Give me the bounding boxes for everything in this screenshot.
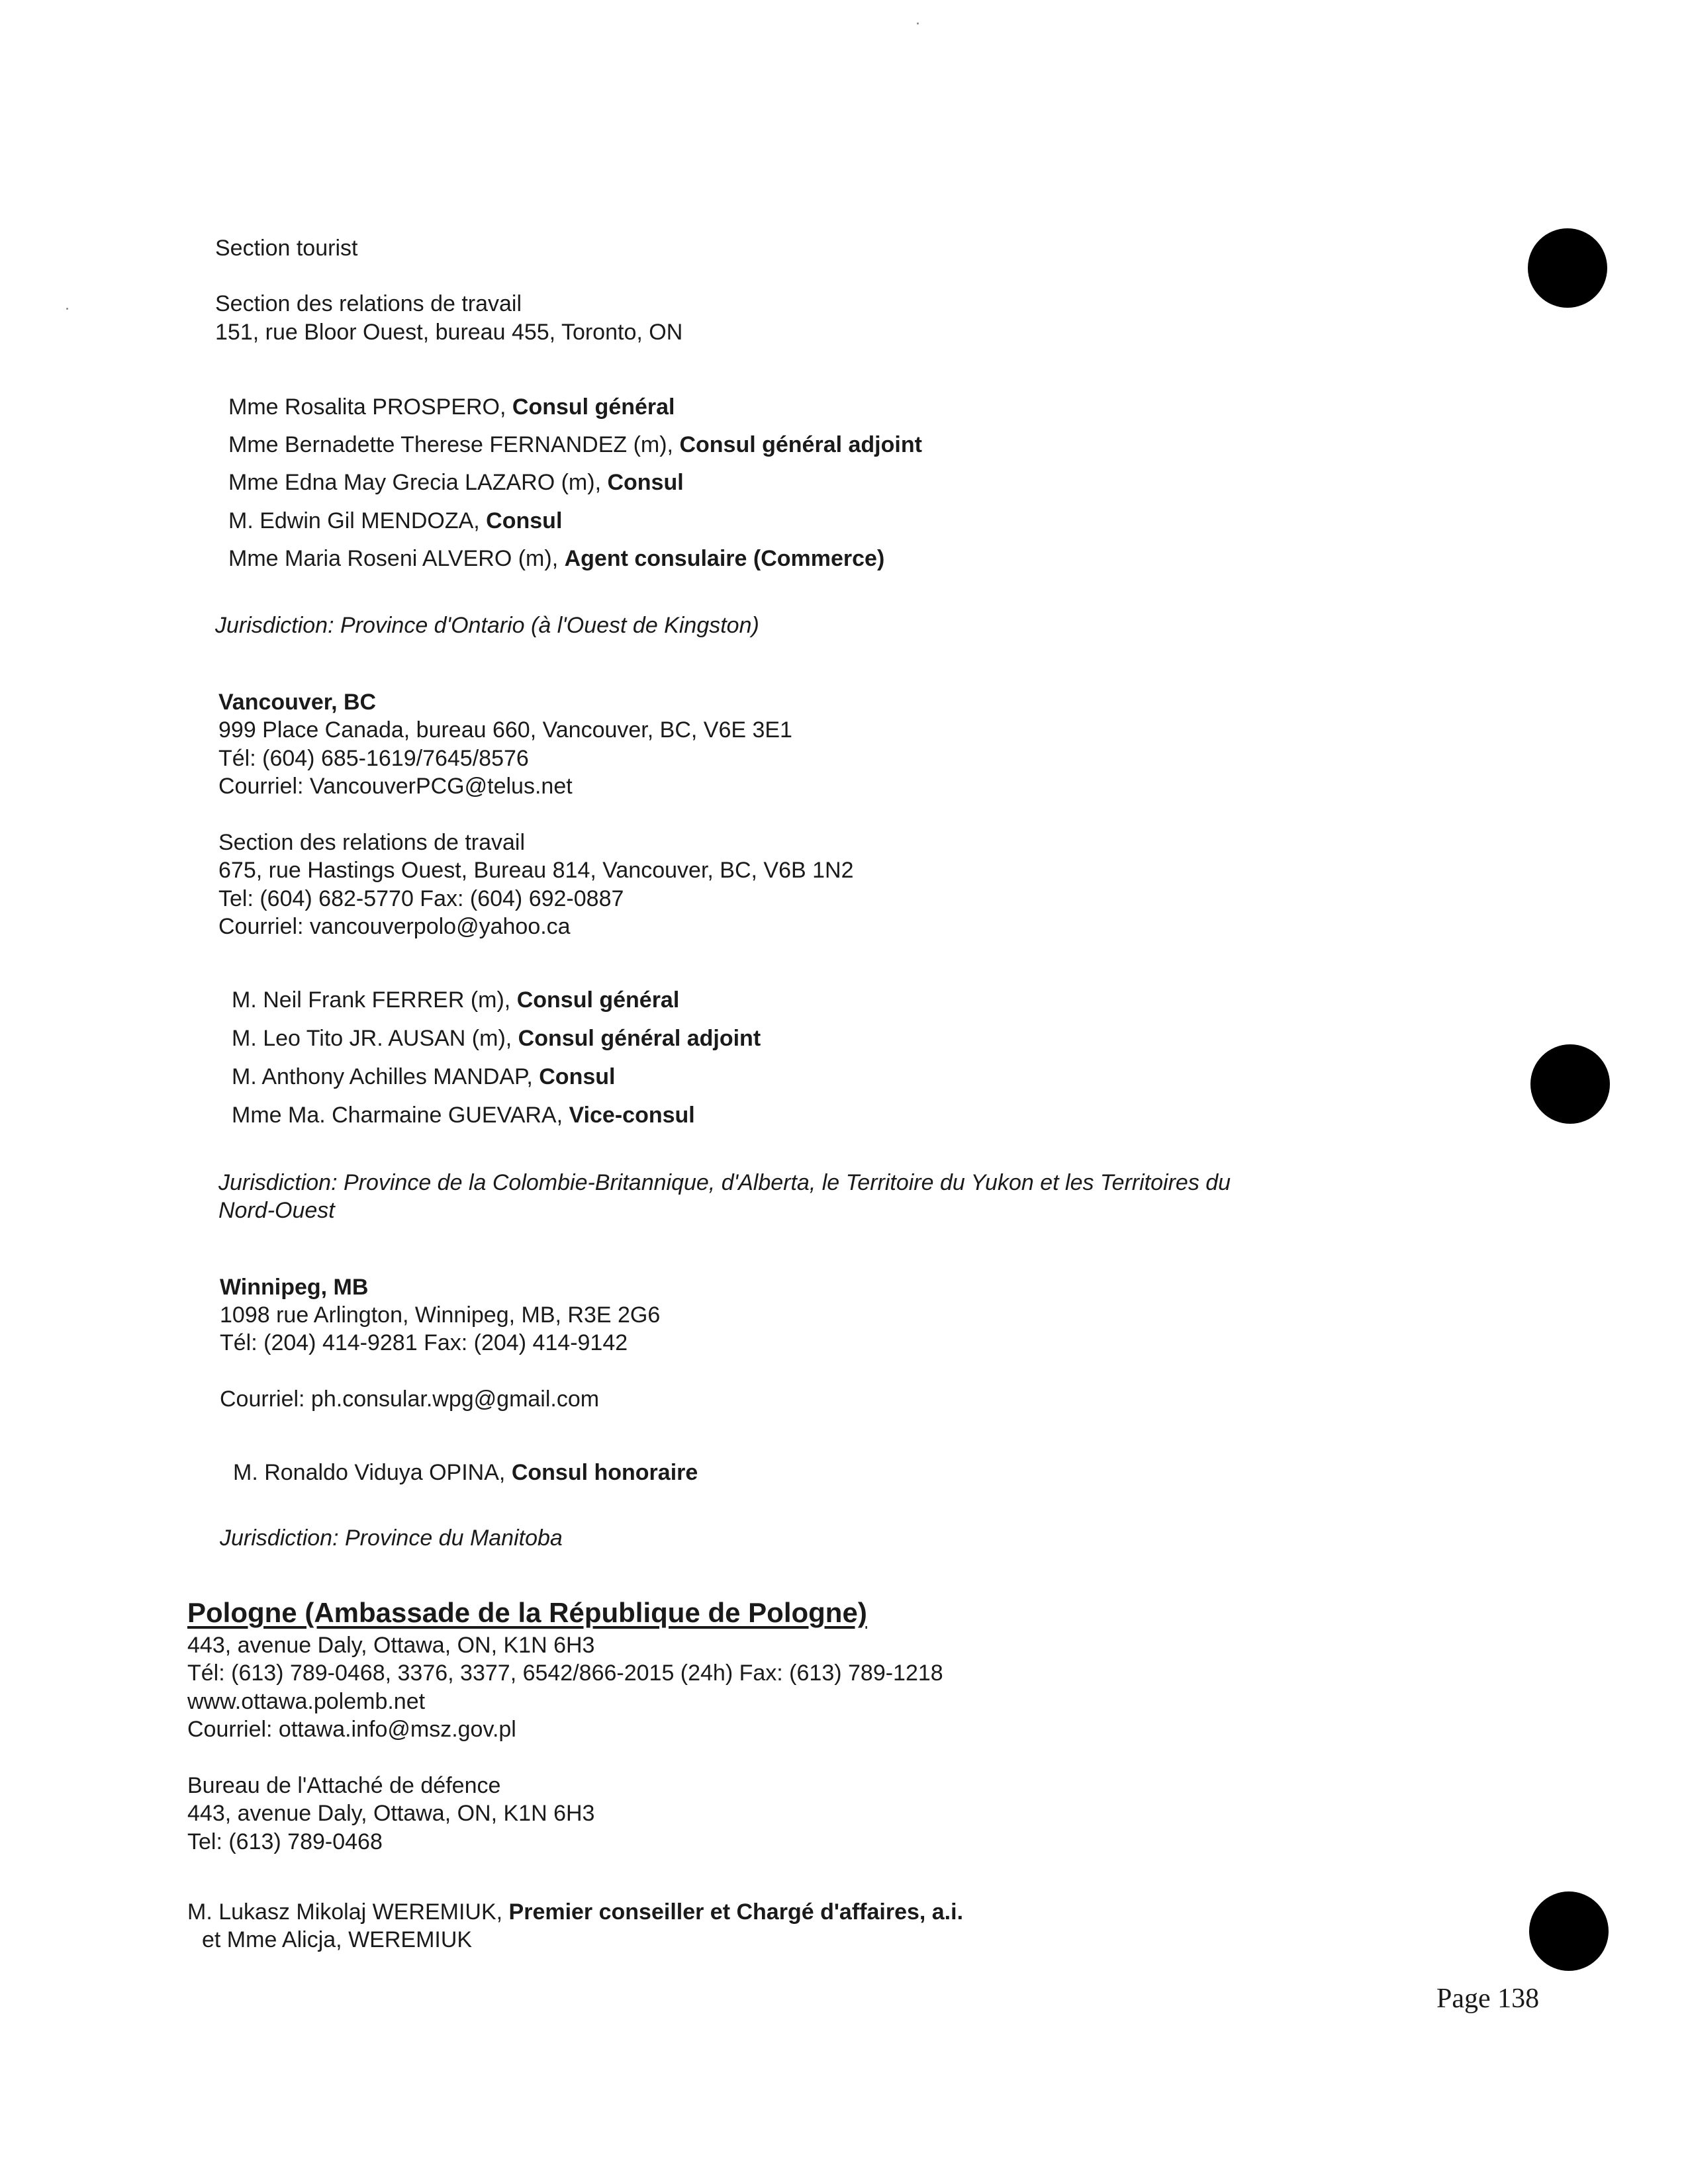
punch-hole-top	[1528, 228, 1607, 308]
office-address: 999 Place Canada, bureau 660, Vancouver, BC, V6E 3E1	[218, 717, 792, 743]
country-heading: Pologne (Ambassade de la République de Pologne)	[187, 1597, 867, 1628]
punch-hole-bottom	[1529, 1891, 1609, 1971]
labour-section-phone: Tel: (604) 682-5770 Fax: (604) 692-0887	[218, 886, 624, 911]
staff-spouse: et Mme Alicja, WEREMIUK	[202, 1927, 473, 1952]
embassy-address: 443, avenue Daly, Ottawa, ON, K1N 6H3	[187, 1633, 595, 1658]
staff-entry: Mme Rosalita PROSPERO, Consul général	[228, 394, 675, 420]
office-email: Courriel: VancouverPCG@telus.net	[218, 774, 573, 799]
defence-office-label: Bureau de l'Attaché de défence	[187, 1773, 501, 1798]
jurisdiction-note: Jurisdiction: Province d'Ontario (à l'Ouest de Kingston)	[215, 613, 759, 638]
embassy-email: Courriel: ottawa.info@msz.gov.pl	[187, 1717, 516, 1742]
defence-office-phone: Tel: (613) 789-0468	[187, 1829, 383, 1854]
staff-entry: Mme Maria Roseni ALVERO (m), Agent consulaire (Commerce)	[228, 546, 885, 571]
office-email: Courriel: ph.consular.wpg@gmail.com	[220, 1387, 600, 1412]
punch-hole-middle	[1530, 1044, 1610, 1124]
staff-entry: Mme Bernadette Therese FERNANDEZ (m), Consul général adjoint	[228, 432, 922, 457]
page-number: Page 138	[1436, 1983, 1540, 2014]
labour-section-email: Courriel: vancouverpolo@yahoo.ca	[218, 914, 571, 939]
scan-speck	[66, 308, 68, 310]
labour-section-address: 675, rue Hastings Ouest, Bureau 814, Vancouver, BC, V6B 1N2	[218, 858, 854, 883]
office-heading: Vancouver, BC	[218, 690, 377, 715]
office-phone: Tél: (204) 414-9281 Fax: (204) 414-9142	[220, 1330, 628, 1355]
labour-section-address: 151, rue Bloor Ouest, bureau 455, Toronto, ON	[215, 320, 683, 345]
jurisdiction-note: Jurisdiction: Province du Manitoba	[220, 1525, 563, 1551]
scan-speck	[917, 23, 919, 24]
embassy-phone: Tél: (613) 789-0468, 3376, 3377, 6542/866-2015 (24h) Fax: (613) 789-1218	[187, 1661, 943, 1686]
jurisdiction-note: Jurisdiction: Province de la Colombie-Britannique, d'Alberta, le Territoire du Yukon et les Territoires du	[218, 1170, 1231, 1195]
defence-office-address: 443, avenue Daly, Ottawa, ON, K1N 6H3	[187, 1801, 595, 1826]
staff-entry: M. Anthony Achilles MANDAP, Consul	[232, 1064, 616, 1089]
section-tourist: Section tourist	[215, 236, 358, 261]
staff-entry: M. Leo Tito JR. AUSAN (m), Consul général adjoint	[232, 1026, 761, 1051]
labour-section-label: Section des relations de travail	[215, 291, 522, 316]
embassy-website: www.ottawa.polemb.net	[187, 1689, 426, 1714]
office-address: 1098 rue Arlington, Winnipeg, MB, R3E 2G6	[220, 1302, 661, 1328]
office-heading: Winnipeg, MB	[220, 1275, 369, 1300]
staff-entry: M. Neil Frank FERRER (m), Consul général	[232, 987, 680, 1013]
jurisdiction-note-continued: Nord-Ouest	[218, 1198, 335, 1223]
staff-entry: M. Lukasz Mikolaj WEREMIUK, Premier conseiller et Chargé d'affaires, a.i.	[187, 1899, 964, 1925]
labour-section-label: Section des relations de travail	[218, 830, 526, 855]
staff-entry: Mme Edna May Grecia LAZARO (m), Consul	[228, 470, 684, 495]
staff-entry: M. Edwin Gil MENDOZA, Consul	[228, 508, 563, 533]
office-phone: Tél: (604) 685-1619/7645/8576	[218, 746, 529, 771]
staff-entry: Mme Ma. Charmaine GUEVARA, Vice-consul	[232, 1103, 695, 1128]
staff-entry: M. Ronaldo Viduya OPINA, Consul honoraire	[233, 1460, 698, 1485]
